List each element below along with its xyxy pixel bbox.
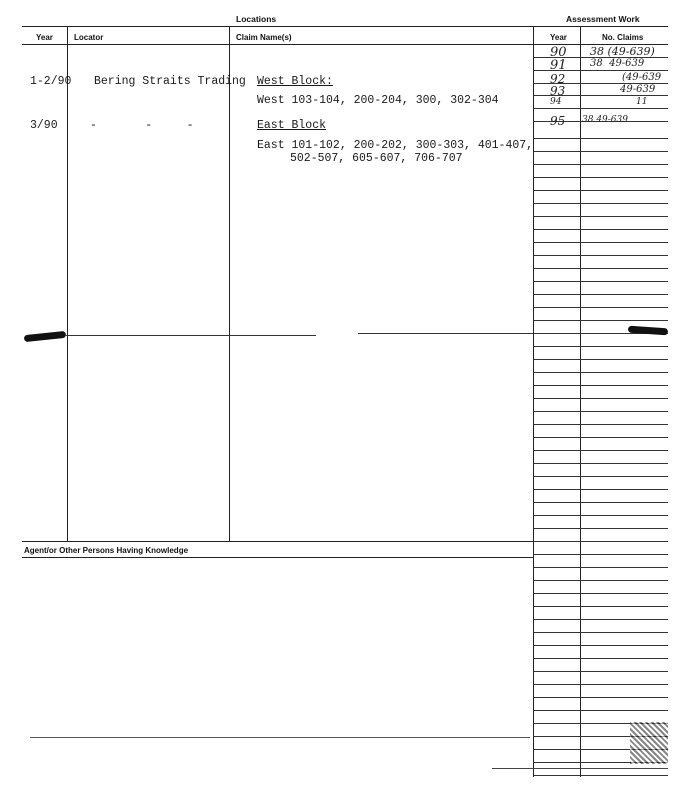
assessment-rule-line: [533, 632, 668, 633]
aw-row-5-year: 94: [550, 97, 562, 107]
assessment-rule-line: [533, 307, 668, 308]
scan-bottom-streak-2: [492, 768, 668, 769]
assessment-rule-line: [533, 515, 668, 516]
scan-fold-line: [66, 335, 316, 336]
assessment-rule-line: [533, 489, 668, 490]
assessment-rule-line: [533, 593, 668, 594]
aw-row-5-claims: 11: [636, 97, 648, 107]
locations-header: Locations: [236, 14, 277, 24]
assessment-rule-line: [533, 606, 668, 607]
aw-row-2-year: 91: [550, 58, 567, 73]
locations-bottom-rule: [22, 541, 533, 542]
assessment-rule-line: [533, 684, 668, 685]
aw-row-1-claims: 38 (49-639): [590, 45, 655, 58]
aw-row-4-claims: 49-639: [620, 84, 656, 95]
assessment-rule-line: [533, 554, 668, 555]
assessment-year-column-header: Year: [550, 33, 567, 42]
assessment-rule-line: [533, 398, 668, 399]
agent-rule: [22, 557, 533, 558]
entry-1-block: West Block:: [257, 75, 333, 88]
assessment-rule-line: [533, 450, 668, 451]
assessment-rule-line: [533, 775, 668, 776]
entry-1-year: 1-2/90: [30, 75, 72, 88]
assessment-rule-line: [533, 242, 668, 243]
assessment-rule-line: [533, 710, 668, 711]
assessment-rule-line: [533, 567, 668, 568]
aw-row-6-claims: 38 49-639: [582, 115, 628, 125]
assessment-rule-line: [533, 541, 668, 542]
entry-2-claims-line-1: East 101-102, 200-202, 300-303, 401-407,: [257, 139, 534, 152]
assessment-rule-line: [533, 658, 668, 659]
assessment-rule-line: [533, 619, 668, 620]
assessment-rule-line: [533, 151, 668, 152]
scan-bottom-streak: [30, 737, 530, 738]
agent-label: Agent/or Other Persons Having Knowledge: [24, 546, 189, 555]
assessment-rule-line: [533, 138, 668, 139]
entry-2-block: East Block: [257, 119, 327, 132]
aw-row-2-claims: 38 49-639: [590, 58, 645, 69]
scan-noise-patch: [630, 722, 668, 764]
assessment-rule-line: [533, 268, 668, 269]
assessment-work-header: Assessment Work: [566, 14, 640, 24]
entry-2-claims-line-2: 502-507, 605-607, 706-707: [290, 152, 463, 165]
assessment-rule-line: [533, 190, 668, 191]
assessment-rule-line: [533, 502, 668, 503]
assessment-rule-line: [533, 411, 668, 412]
assessment-rule-line: [533, 320, 668, 321]
assessment-rule-line: [533, 346, 668, 347]
assessment-rule-line: [533, 164, 668, 165]
assessment-rule-line: [533, 437, 668, 438]
claims-divider: [229, 27, 230, 541]
entry-2-locator: - - -: [90, 119, 194, 132]
assessment-rule-line: [533, 281, 668, 282]
assessment-rule-line: [533, 528, 668, 529]
aw-row-3-year: 92: [550, 72, 566, 86]
no-claims-column-header: No. Claims: [602, 33, 644, 42]
assessment-rule-line: [533, 203, 668, 204]
assessment-rule-line: [533, 372, 668, 373]
year-column-header: Year: [36, 33, 53, 42]
aw-row-3-claims: (49-639: [622, 72, 662, 83]
assessment-rule-line: [533, 476, 668, 477]
header-top-rule: [22, 26, 668, 27]
assessment-rule-line: [533, 229, 668, 230]
assessment-rule-line: [533, 463, 668, 464]
entry-2-year: 3/90: [30, 119, 58, 132]
locator-divider: [67, 27, 68, 541]
assessment-rule-line: [533, 177, 668, 178]
assessment-year-divider: [580, 27, 581, 777]
aw-row-4-year: 93: [550, 84, 566, 98]
assessment-rule-line: [533, 424, 668, 425]
assessment-rule-line: [533, 645, 668, 646]
assessment-rule-line: [533, 216, 668, 217]
claim-names-column-header: Claim Name(s): [236, 33, 292, 42]
entry-1-locator: Bering Straits Trading: [94, 75, 246, 88]
locator-column-header: Locator: [74, 33, 104, 42]
assessment-rule-line: [533, 385, 668, 386]
assessment-rule-line: [533, 294, 668, 295]
assessment-divider: [533, 27, 534, 777]
assessment-rule-line: [533, 671, 668, 672]
assessment-rule-line: [533, 697, 668, 698]
aw-row-1-year: 90: [550, 45, 567, 60]
aw-row-6-year: 95: [550, 114, 566, 128]
scan-fold-line-2: [358, 333, 533, 334]
assessment-rule-line: [533, 359, 668, 360]
assessment-rule-line: [533, 108, 668, 109]
header-bottom-rule: [22, 44, 668, 45]
assessment-rule-line: [533, 255, 668, 256]
scan-blot-left: [24, 331, 67, 342]
assessment-rule-line: [533, 580, 668, 581]
entry-1-claims: West 103-104, 200-204, 300, 302-304: [257, 94, 499, 107]
